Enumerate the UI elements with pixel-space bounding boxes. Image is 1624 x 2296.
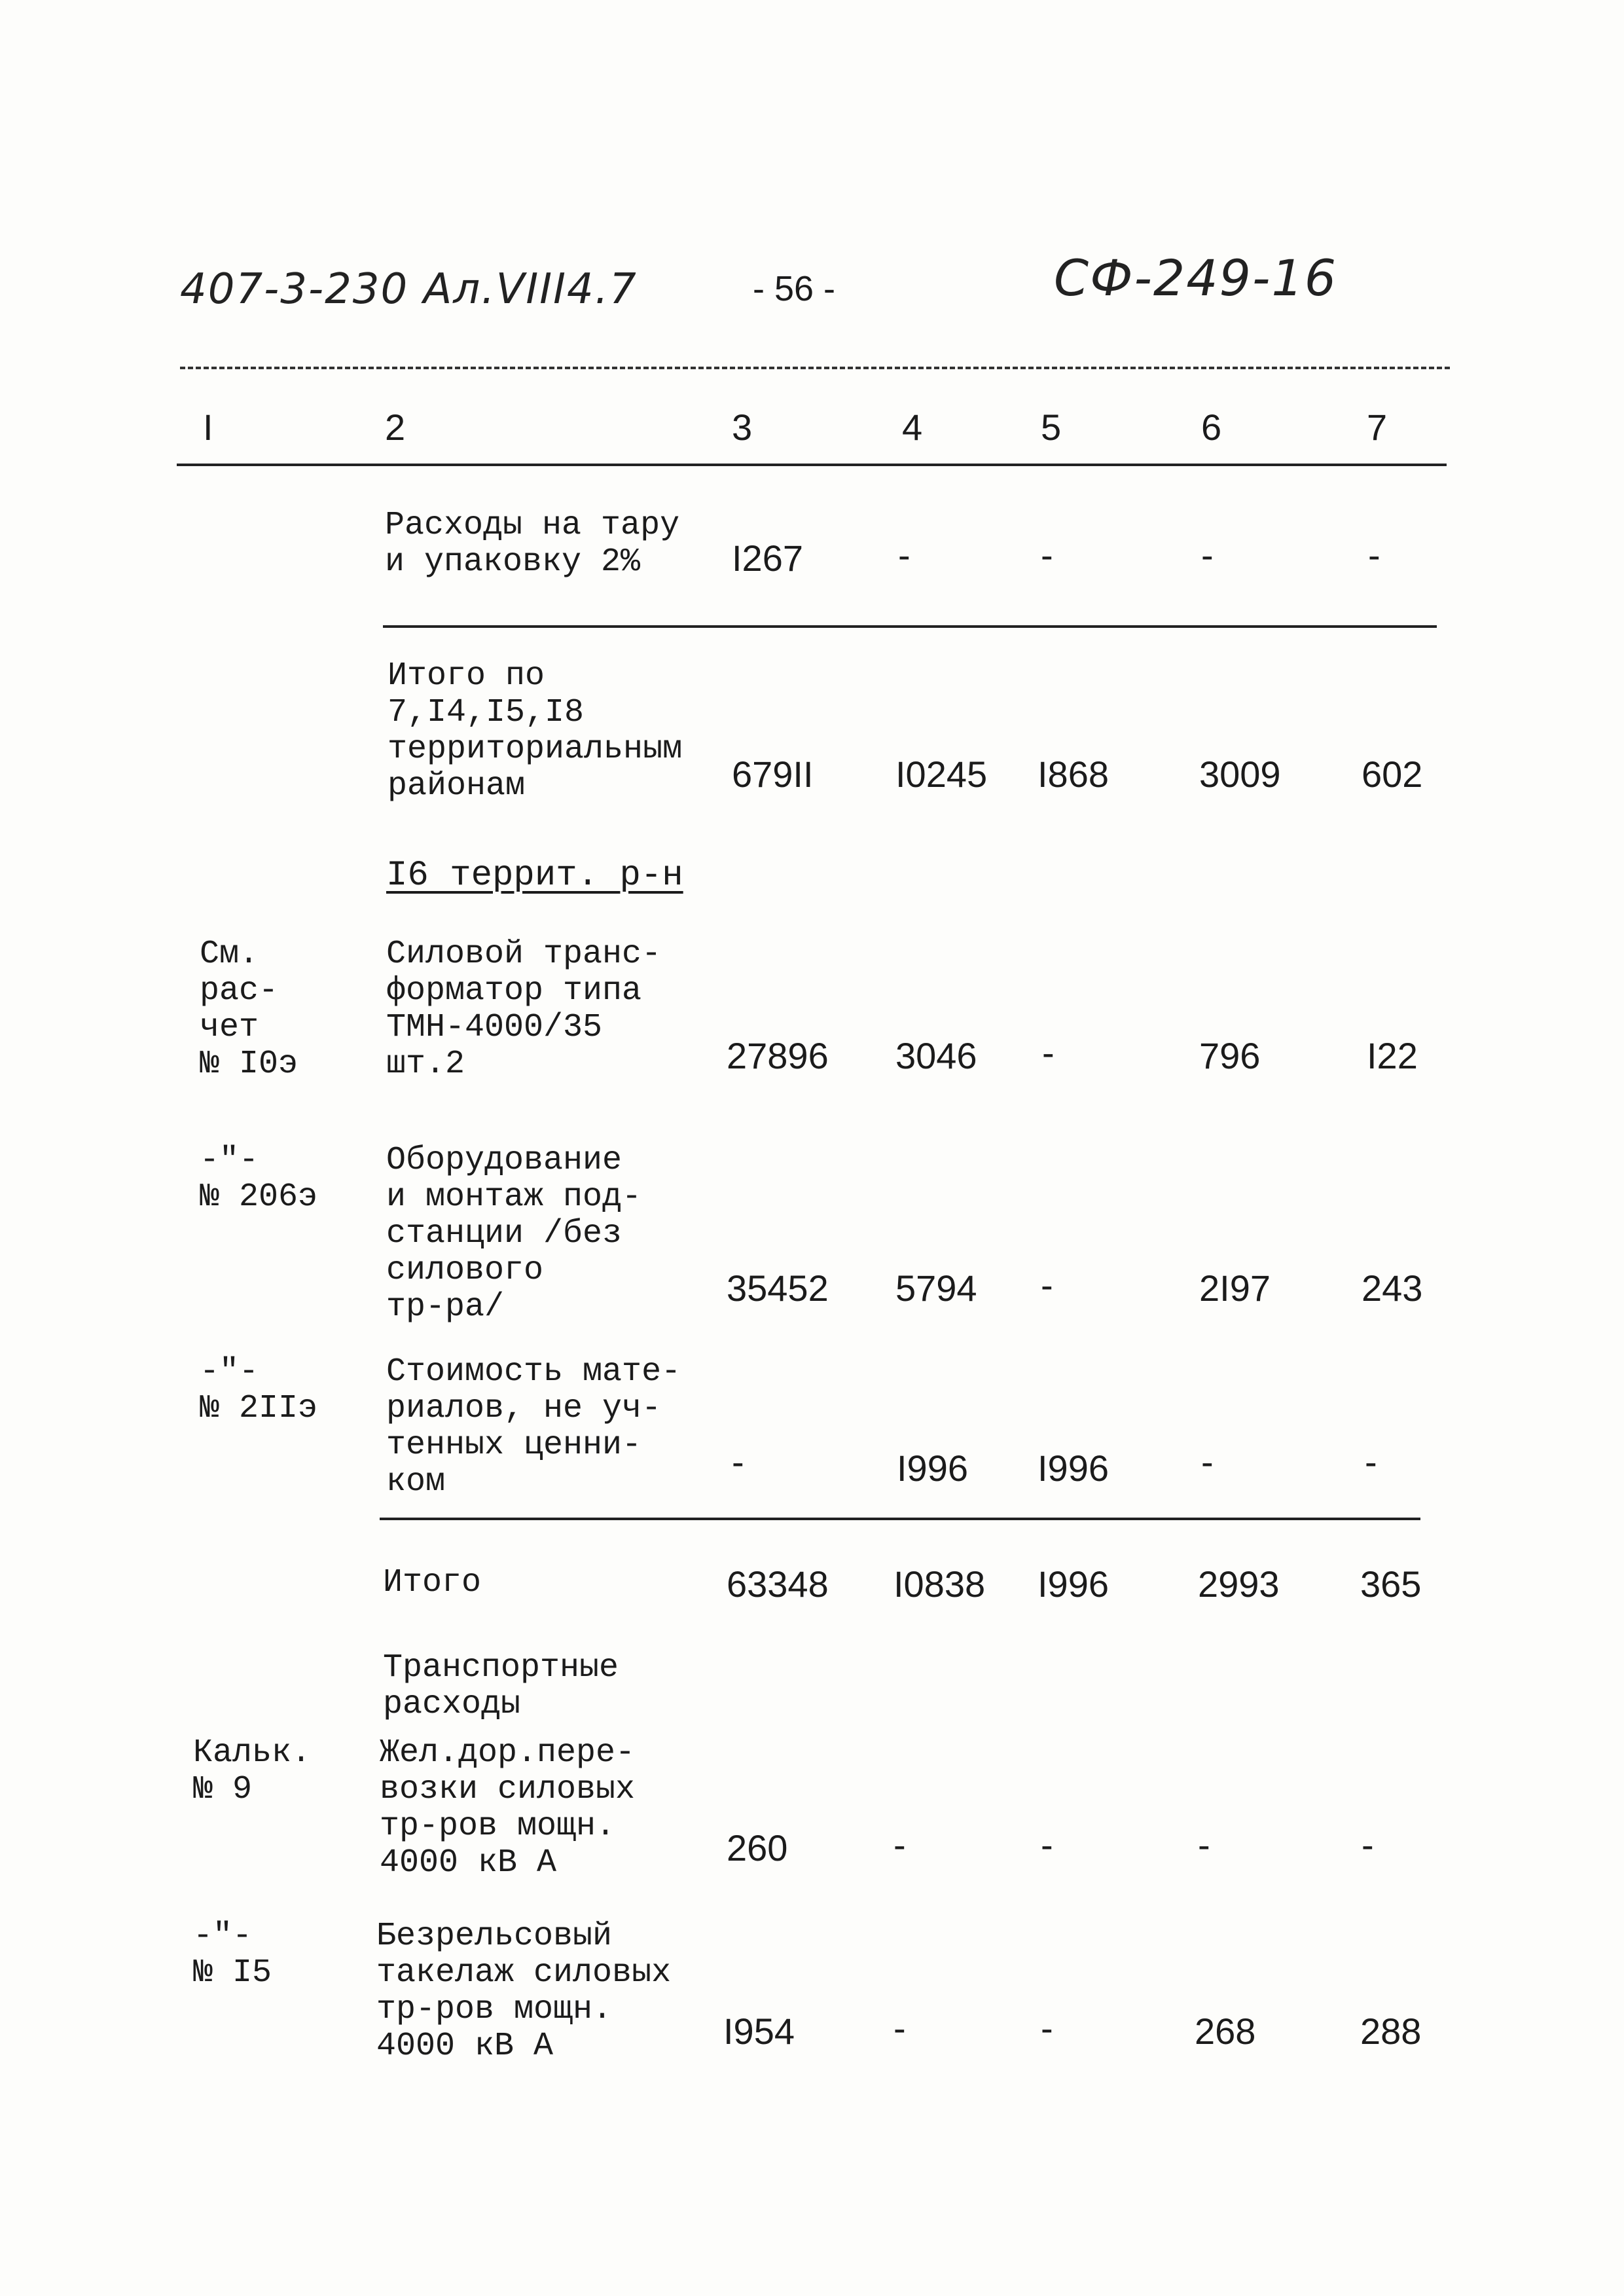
col-header-1: I	[203, 407, 213, 448]
row7-col7: -	[1362, 1824, 1374, 1865]
row5-description: Стоимость мате- риалов, не уч- тенных ценни- ком	[386, 1353, 681, 1501]
row4-col4: 5794	[895, 1267, 977, 1309]
row7-col3: 260	[727, 1827, 788, 1868]
row2-description: Итого по 7,I4,I5,I8 территориальным районам	[388, 657, 683, 805]
row3-col4: 3046	[895, 1035, 977, 1076]
row4-col6: 2I97	[1199, 1267, 1271, 1309]
row6-col6: 2993	[1198, 1563, 1280, 1605]
column-header-rule	[177, 464, 1447, 466]
col-header-4: 4	[902, 407, 923, 448]
row4-description: Оборудование и монтаж под- станции /без силового тр-ра/	[386, 1142, 642, 1326]
row4-col5: -	[1041, 1264, 1053, 1305]
row6-description: Итого	[383, 1564, 482, 1601]
row3-col6: 796	[1199, 1035, 1261, 1076]
row7-col4: -	[893, 1824, 906, 1865]
row4-col3: 35452	[727, 1267, 829, 1309]
col-header-3: 3	[732, 407, 753, 448]
row5-col7: -	[1365, 1441, 1377, 1482]
row1-col7: -	[1368, 534, 1380, 575]
row2-col7: 602	[1362, 754, 1423, 795]
row8-col7: 288	[1360, 2011, 1422, 2052]
doc-stamp: СФ-249-16	[1054, 249, 1338, 307]
col-header-2: 2	[385, 407, 406, 448]
row5-col6: -	[1201, 1441, 1214, 1482]
row6-col7: 365	[1360, 1563, 1422, 1605]
row1-description: Расходы на тару и упаковку 2%	[385, 507, 680, 581]
row3-col3: 27896	[727, 1035, 829, 1076]
row1-col6: -	[1201, 534, 1214, 575]
row7-reference: Кальк. № 9	[193, 1734, 312, 1808]
row7-col6: -	[1198, 1824, 1210, 1865]
row1-col5: -	[1041, 534, 1053, 575]
col-header-5: 5	[1041, 407, 1062, 448]
row6-col5: I996	[1038, 1563, 1109, 1605]
page-number: - 56 -	[753, 269, 836, 308]
row8-reference: -"- № I5	[193, 1918, 272, 1992]
transport-heading: Транспортные расходы	[383, 1649, 619, 1723]
row2-col5: I868	[1038, 754, 1109, 795]
row5-col4: I996	[897, 1448, 968, 1489]
row5-col5: I996	[1038, 1448, 1109, 1489]
row5-rule	[380, 1518, 1420, 1520]
row1-col4: -	[898, 534, 911, 575]
row8-description: Безрельсовый такелаж силовых тр-ров мощн. 4000 кВ А	[376, 1918, 672, 2065]
col-header-6: 6	[1201, 407, 1222, 448]
row5-col3: -	[732, 1441, 744, 1482]
doc-code: 407-3-230 Ал.VIII4.7	[180, 265, 638, 314]
row8-col6: 268	[1195, 2011, 1256, 2052]
row4-reference: -"- № 206э	[200, 1142, 318, 1216]
row3-col5: -	[1042, 1032, 1055, 1073]
col-header-7: 7	[1367, 407, 1388, 448]
section-heading: I6 террит. р-н	[386, 856, 683, 896]
row8-col3: I954	[723, 2011, 795, 2052]
row5-reference: -"- № 2IIэ	[200, 1353, 318, 1427]
row7-description: Жел.дор.пере- возки силовых тр-ров мощн. 4000 кВ А	[380, 1734, 636, 1882]
row3-description: Силовой транс- форматор типа ТМН-4000/35 шт.2	[386, 936, 662, 1083]
row6-col4: I0838	[893, 1563, 986, 1605]
row6-col3: 63348	[727, 1563, 829, 1605]
row2-col4: I0245	[895, 754, 988, 795]
row8-col4: -	[893, 2007, 906, 2049]
row3-col7: I22	[1367, 1035, 1418, 1076]
row4-col7: 243	[1362, 1267, 1423, 1309]
row8-col5: -	[1041, 2007, 1053, 2049]
row1-rule	[383, 625, 1437, 628]
row3-reference: См. рас- чет № I0э	[200, 936, 298, 1083]
row7-col5: -	[1041, 1824, 1053, 1865]
row1-col3: I267	[732, 538, 803, 579]
top-rule	[180, 367, 1450, 369]
row2-col3: 679II	[732, 754, 814, 795]
row2-col6: 3009	[1199, 754, 1281, 795]
